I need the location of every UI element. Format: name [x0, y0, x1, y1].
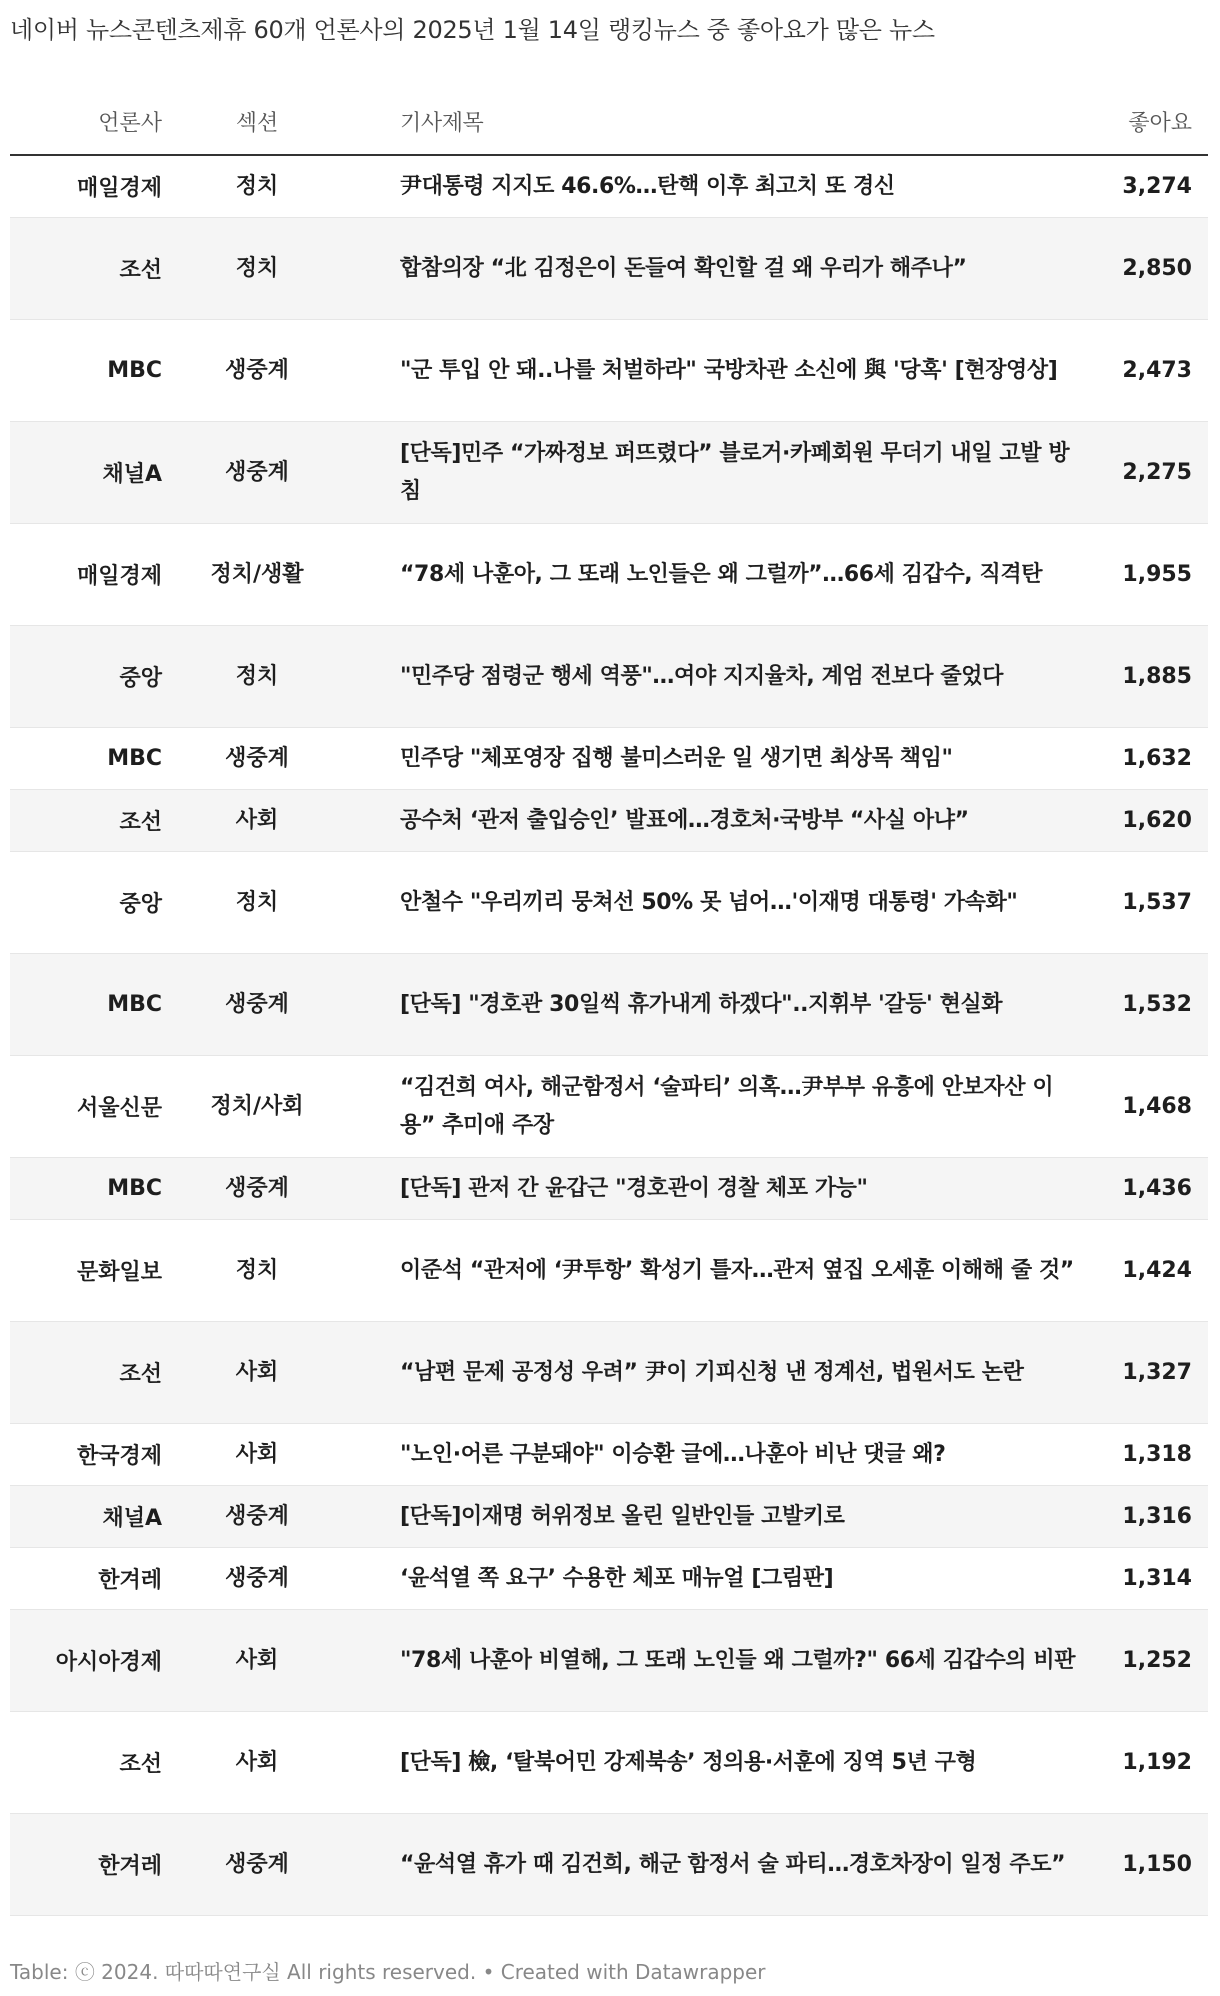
cell-publisher: 한겨레 [98, 1568, 162, 1593]
cell-likes: 1,885 [1122, 664, 1192, 689]
cell-headline: "78세 나훈아 비열해, 그 또래 노인들 왜 그럴까?" 66세 김갑수의 비판 [400, 1647, 1076, 1673]
cell-headline: 이준석 “관저에 ‘尹투항’ 확성기 틀자…관저 옆집 오세훈 이해해 줄 것” [400, 1257, 1074, 1283]
cell-likes: 2,473 [1122, 358, 1192, 383]
table-row [10, 156, 1208, 218]
cell-likes: 1,955 [1122, 562, 1192, 587]
cell-headline: "민주당 점령군 행세 역풍"…여야 지지율차, 계엄 전보다 줄었다 [400, 663, 1003, 689]
table-row [10, 790, 1208, 852]
table-row [10, 852, 1208, 954]
cell-likes: 1,314 [1122, 1566, 1192, 1591]
cell-headline: 합참의장 “北 김정은이 돈들여 확인할 걸 왜 우리가 해주나” [400, 255, 967, 281]
cell-publisher: MBC [107, 746, 162, 771]
cell-likes: 3,274 [1122, 174, 1192, 199]
cell-section: 생중계 [225, 991, 289, 1017]
cell-section: 사회 [235, 1749, 279, 1775]
cell-publisher: MBC [107, 358, 162, 383]
table-row [10, 1486, 1208, 1548]
cell-publisher: 채널A [102, 462, 162, 487]
cell-section: 정치 [235, 663, 279, 689]
table-body [10, 156, 1208, 1916]
table-row [10, 1056, 1208, 1158]
cell-headline: 안철수 "우리끼리 뭉쳐선 50% 못 넘어…'이재명 대통령' 가속화" [400, 889, 1018, 915]
header-publisher: 언론사 [98, 110, 162, 136]
cell-publisher: 아시아경제 [55, 1650, 162, 1675]
cell-section: 정치 [235, 255, 279, 281]
cell-section: 생중계 [225, 1851, 289, 1877]
cell-section: 생중계 [225, 357, 289, 383]
table-row [10, 1158, 1208, 1220]
cell-likes: 1,468 [1122, 1094, 1192, 1119]
cell-section: 정치 [235, 1257, 279, 1283]
cell-likes: 1,436 [1122, 1176, 1192, 1201]
table-row [10, 218, 1208, 320]
table-title: 네이버 뉴스콘텐츠제휴 60개 언론사의 2025년 1월 14일 랭킹뉴스 중 좋아요가 많은 뉴스 [10, 16, 935, 44]
cell-publisher: 조선 [119, 258, 162, 283]
table-footer: Table: ⓒ 2024. 따따따연구실 All rights reserved. • Created with Datawrapper [10, 1960, 766, 1984]
header-section: 섹션 [235, 110, 279, 136]
cell-likes: 1,424 [1122, 1258, 1192, 1283]
cell-headline: "노인·어른 구분돼야" 이승환 글에…나훈아 비난 댓글 왜? [400, 1441, 946, 1467]
cell-likes: 1,532 [1122, 992, 1192, 1017]
table-row [10, 728, 1208, 790]
cell-headline: [단독] 관저 간 윤갑근 "경호관이 경찰 체포 가능" [400, 1175, 868, 1201]
table-row [10, 1322, 1208, 1424]
cell-likes: 1,150 [1122, 1852, 1192, 1877]
cell-publisher: 중앙 [119, 666, 162, 691]
cell-headline: [단독]이재명 허위정보 올린 일반인들 고발키로 [400, 1503, 845, 1529]
cell-publisher: MBC [107, 992, 162, 1017]
cell-section: 생중계 [225, 745, 289, 771]
cell-headline: [단독] "경호관 30일씩 휴가내게 하겠다"..지휘부 '갈등' 현실화 [400, 991, 1003, 1017]
cell-headline: [단독] 檢, ‘탈북어민 강제북송’ 정의용·서훈에 징역 5년 구형 [400, 1749, 977, 1775]
cell-section: 정치/생활 [210, 561, 304, 587]
cell-publisher: 매일경제 [76, 564, 162, 589]
cell-publisher: 조선 [119, 1752, 162, 1777]
cell-likes: 1,632 [1122, 746, 1192, 771]
cell-headline: "군 투입 안 돼..나를 처벌하라" 국방차관 소신에 與 '당혹' [현장영상] [400, 357, 1058, 383]
cell-publisher: 한국경제 [76, 1444, 162, 1469]
cell-headline: “김건희 여사, 해군함정서 ‘술파티’ 의혹…尹부부 유흥에 안보자산 이용” 추미애 주장 [400, 1074, 1054, 1138]
table-row [10, 1712, 1208, 1814]
cell-publisher: 조선 [119, 810, 162, 835]
cell-publisher: 서울신문 [76, 1096, 162, 1121]
cell-likes: 1,316 [1122, 1504, 1192, 1529]
cell-publisher: 채널A [102, 1506, 162, 1531]
cell-headline: 민주당 "체포영장 집행 불미스러운 일 생기면 최상목 책임" [400, 745, 953, 771]
table-row [10, 626, 1208, 728]
cell-publisher: 조선 [119, 1362, 162, 1387]
cell-section: 사회 [235, 1359, 279, 1385]
cell-section: 사회 [235, 1441, 279, 1467]
cell-likes: 1,318 [1122, 1442, 1192, 1467]
cell-likes: 2,275 [1122, 460, 1192, 485]
table-row [10, 524, 1208, 626]
cell-headline: 공수처 ‘관저 출입승인’ 발표에…경호처·국방부 “사실 아냐” [400, 807, 969, 833]
table-row [10, 422, 1208, 524]
table-row [10, 1548, 1208, 1610]
cell-headline: [단독]민주 “가짜정보 퍼뜨렸다” 블로거·카페회원 무더기 내일 고발 방침 [400, 440, 1070, 504]
header-headline: 기사제목 [400, 110, 484, 136]
cell-section: 사회 [235, 807, 279, 833]
table-row [10, 954, 1208, 1056]
data-table [10, 88, 1208, 1916]
table-row [10, 1220, 1208, 1322]
cell-section: 정치 [235, 173, 279, 199]
cell-section: 사회 [235, 1647, 279, 1673]
cell-publisher: 매일경제 [76, 176, 162, 201]
cell-publisher: MBC [107, 1176, 162, 1201]
cell-section: 생중계 [225, 1503, 289, 1529]
table-header [10, 88, 1208, 156]
cell-headline: 尹대통령 지지도 46.6%…탄핵 이후 최고치 또 경신 [400, 173, 895, 199]
cell-likes: 1,252 [1122, 1648, 1192, 1673]
header-likes: 좋아요 [1128, 110, 1192, 136]
table-row [10, 1424, 1208, 1486]
cell-likes: 2,850 [1122, 256, 1192, 281]
table-row [10, 1814, 1208, 1916]
cell-section: 생중계 [225, 1175, 289, 1201]
cell-headline: “윤석열 휴가 때 김건희, 해군 함정서 술 파티…경호차장이 일정 주도” [400, 1851, 1066, 1877]
cell-headline: ‘윤석열 쪽 요구’ 수용한 체포 매뉴얼 [그림판] [400, 1565, 834, 1591]
table-row [10, 1610, 1208, 1712]
cell-section: 정치/사회 [210, 1093, 304, 1119]
cell-section: 생중계 [225, 459, 289, 485]
cell-likes: 1,192 [1122, 1750, 1192, 1775]
cell-likes: 1,327 [1122, 1360, 1192, 1385]
cell-section: 생중계 [225, 1565, 289, 1591]
cell-headline: “78세 나훈아, 그 또래 노인들은 왜 그럴까”…66세 김갑수, 직격탄 [400, 561, 1043, 587]
cell-likes: 1,537 [1122, 890, 1192, 915]
cell-likes: 1,620 [1122, 808, 1192, 833]
table-row [10, 320, 1208, 422]
cell-publisher: 문화일보 [76, 1260, 162, 1285]
cell-publisher: 한겨레 [98, 1854, 162, 1879]
cell-section: 정치 [235, 889, 279, 915]
cell-headline: “남편 문제 공정성 우려” 尹이 기피신청 낸 정계선, 법원서도 논란 [400, 1359, 1024, 1385]
cell-publisher: 중앙 [119, 892, 162, 917]
